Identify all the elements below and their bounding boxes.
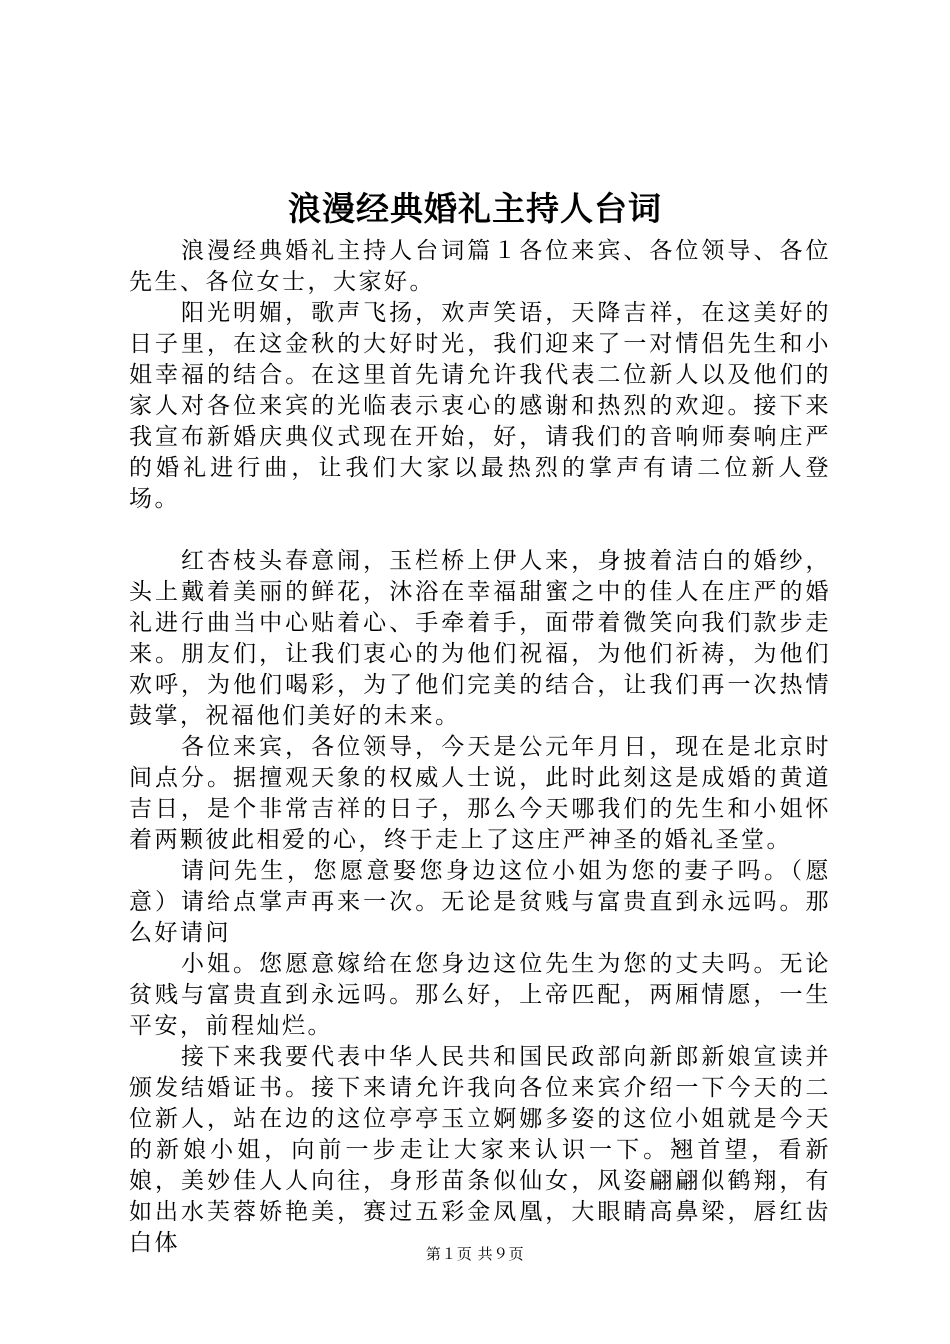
page-number-footer: 第１页 共９页: [425, 1245, 525, 1263]
paragraph-2: 阳光明媚，歌声飞扬，欢声笑语，天降吉祥，在这美好的日子里，在这金秋的大好时光，我们迎来了一对情侣先生和小姐幸福的结合。在这里首先请允许我代表二位新人以及他们的家人对各位来宾的光临表示衷心的感谢和热烈的欢迎。接下来我宣布新婚庆典仪式现在开始，好，请我们的音响师奏响庄严的婚礼进行曲，让我们大家以最热烈的掌声有请二位新人登场。: [129, 300, 831, 512]
paragraph-7: 接下来我要代表中华人民共和国民政部向新郎新娘宣读并颁发结婚证书。接下来请允许我向各位来宾介绍一下今天的二位新人，站在边的这位亭亭玉立婀娜多姿的这位小姐就是今天的新娘小姐，向前一步走让大家来认识一下。翘首望，看新娘，美妙佳人人向往，身形苗条似仙女，风姿翩翩似鹤翔，有如出水芙蓉娇艳美，赛过五彩金凤凰，大眼睛高鼻梁，唇红齿白体: [129, 1044, 831, 1256]
paragraph-1: 浪漫经典婚礼主持人台词篇１各位来宾、各位领导、各位先生、各位女士，大家好。: [129, 238, 831, 295]
document-title: 浪漫经典婚礼主持人台词: [288, 189, 662, 228]
paragraph-5: 请问先生，您愿意娶您身边这位小姐为您的妻子吗。（愿意）请给点掌声再来一次。无论是贫贱与富贵直到永远吗。那么好请问: [129, 858, 831, 946]
paragraph-6: 小姐。您愿意嫁给在您身边这位先生为您的丈夫吗。无论贫贱与富贵直到永远吗。那么好，上帝匹配，两厢情愿，一生平安，前程灿烂。: [129, 951, 831, 1039]
document-body: [129, 236, 831, 1259]
paragraph-3: 红杏枝头春意闹，玉栏桥上伊人来，身披着洁白的婚纱，头上戴着美丽的鲜花，沐浴在幸福甜蜜之中的佳人在庄严的婚礼进行曲当中心贴着心、手牵着手，面带着微笑向我们款步走来。朋友们，让我们衷心的为他们祝福，为他们祈祷，为他们欢呼，为他们喝彩，为了他们完美的结合，让我们再一次热情鼓掌，祝福他们美好的未来。: [129, 548, 831, 729]
paragraph-4: 各位来宾，各位领导，今天是公元年月日，现在是北京时间点分。据擅观天象的权威人士说，此时此刻这是成婚的黄道吉日，是个非常吉祥的日子，那么今天哪我们的先生和小姐怀着两颗彼此相爱的心，终于走上了这庄严神圣的婚礼圣堂。: [129, 734, 831, 853]
